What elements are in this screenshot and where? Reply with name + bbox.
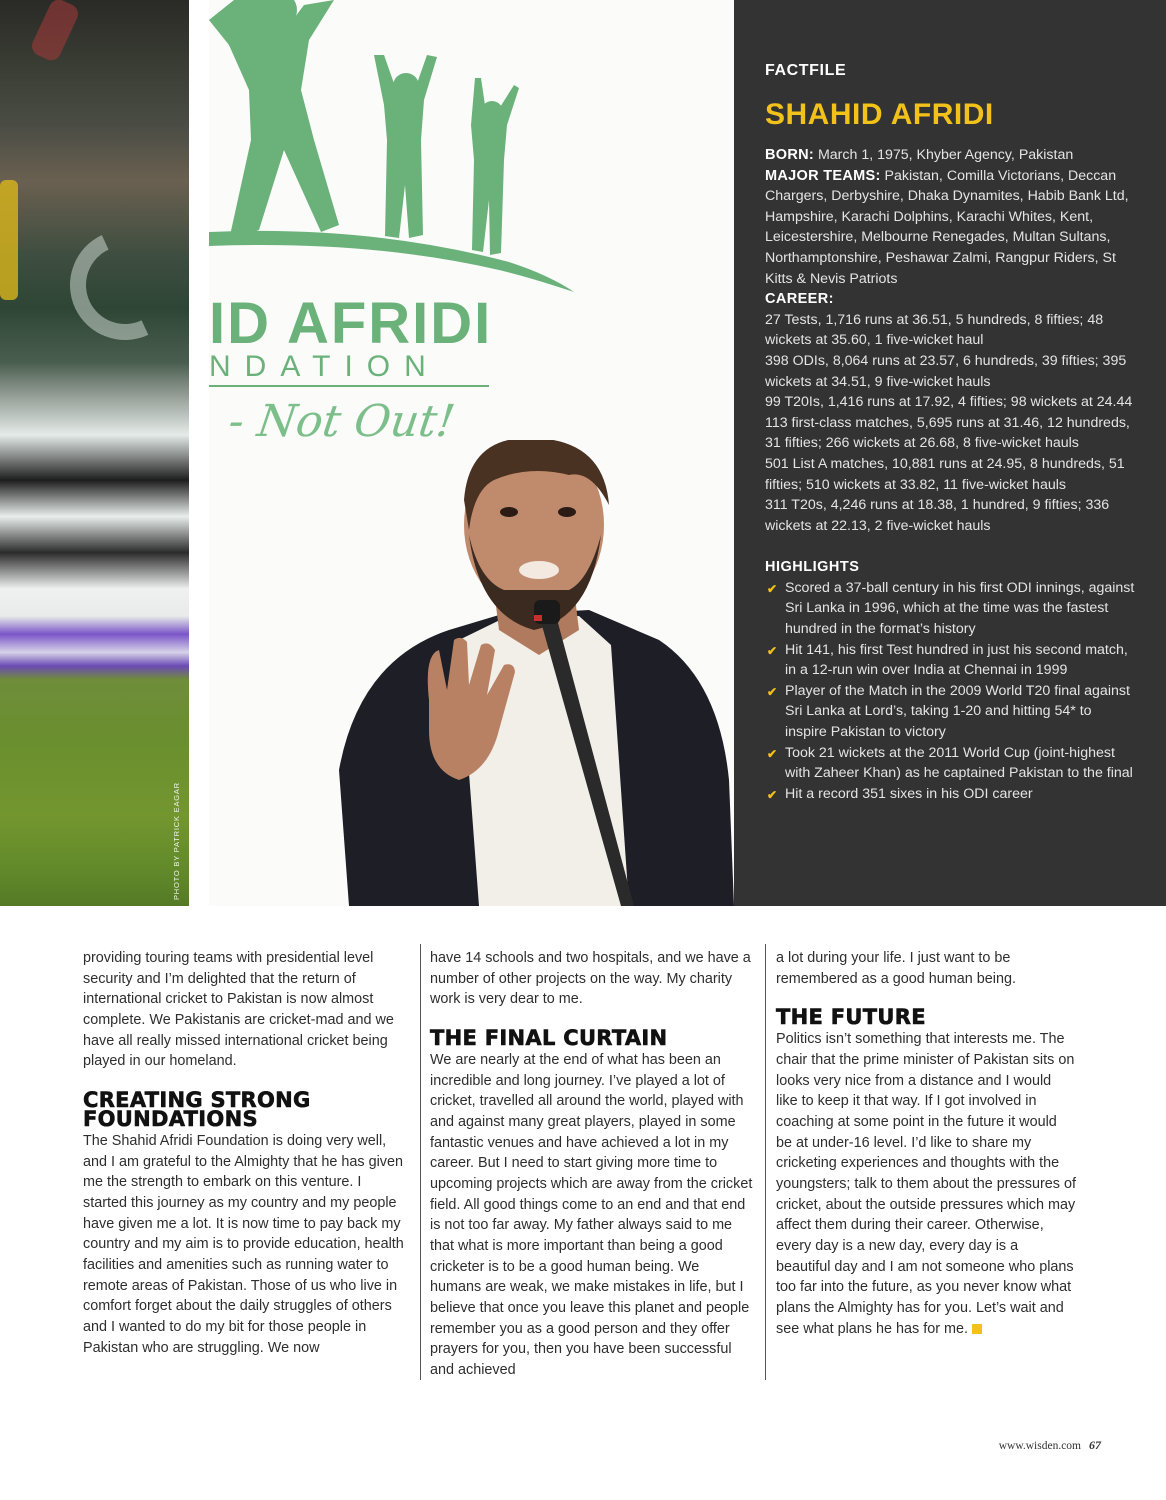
photo-detail	[29, 0, 82, 64]
check-icon: ✔	[767, 581, 778, 596]
paragraph: a lot during your life. I just want to be remembered as a good human being.	[776, 950, 1016, 987]
column-divider	[765, 944, 766, 1380]
highlight-text: Took 21 wickets at the 2011 World Cup (joint-highest with Zaheer Khan) as he captained Pakistan to the final	[785, 744, 1133, 782]
paragraph: The Shahid Afridi Foundation is doing very well, and I am grateful to the Almighty that he has given me the strength to embark on this venture. I started this journey as my country and my people have given me a lot. It is now time to pay back my country and my aim is to provide education, health facilities and amenities such as running water to remote areas of Pakistan. Those of us who live in comfort forget about the daily struggles of others and I wanted to do my bit for those people in Pakistan who are struggling. We now	[83, 1132, 404, 1356]
paragraph-final	[776, 1029, 1076, 1339]
paragraph: have 14 schools and two hospitals, and we have a number of other projects on the way. My charity work is very dear to me.	[430, 950, 751, 1008]
crowd-photo	[0, 0, 189, 906]
check-icon: ✔	[767, 787, 778, 802]
highlight-item	[765, 784, 1136, 805]
teams-value: Pakistan, Comilla Victorians, Deccan Chargers, Derbyshire, Dhaka Dynamites, Habib Bank Ltd, Hampshire, Karachi Dolphins, Karachi Whites, Kent, Leicestershire, Melbourne Renegades, Multan Sultans, Northamptonshire, Peshawar Zalmi, Rangpur Riders, St Kitts & Nevis Patriots	[765, 167, 1129, 287]
factfile-kicker: FACTFILE	[765, 62, 847, 79]
article-column-1	[83, 948, 407, 1358]
check-icon: ✔	[767, 643, 778, 658]
teams-label: MAJOR TEAMS:	[765, 167, 881, 184]
highlight-item	[765, 578, 1136, 640]
article-body	[0, 906, 1166, 1500]
highlight-item	[765, 640, 1136, 681]
career-label: CAREER:	[765, 291, 834, 308]
page-number: 67	[1089, 1438, 1101, 1452]
born-value: March 1, 1975, Khyber Agency, Pakistan	[814, 147, 1074, 163]
career-stat-tests: 27 Tests, 1,716 runs at 36.51, 5 hundreds, 8 fifties; 48 wickets at 35.60, 1 five-wicket haul	[765, 311, 1104, 349]
career-stat-t20is: 99 T20Is, 1,416 runs at 17.92, 4 fifties; 98 wickets at 24.44	[765, 394, 1133, 411]
check-icon: ✔	[767, 746, 778, 761]
paragraph-text: Politics isn’t something that interests me. The chair that the prime minister of Pakistan sits on looks very nice from a distance and I would like to keep it that way. If I got involved in coaching at some point in the future it would be at under-16 level. I’d like to share my cricketing experiences and thoughts with the youngsters; talk to them about the pressures of cricket, about the outside pressures which may affect them during their career. Otherwise, every day is a new day, every day is a beautiful day and I am not someone who plans too far into the future, as you never know what plans the Almighty has for you. Let’s wait and see what plans he has for me.	[776, 1031, 1076, 1337]
speaker-figure	[329, 440, 734, 906]
check-icon: ✔	[767, 684, 778, 699]
highlight-text: Hit 141, his first Test hundred in just his second match, in a 12-run win over India at Chennai in 1999	[785, 641, 1128, 679]
section-heading: THE FINAL CURTAIN	[430, 1025, 668, 1050]
highlights-list	[765, 578, 1136, 805]
career-stat-odis: 398 ODIs, 8,064 runs at 23.57, 6 hundreds, 39 fifties; 395 wickets at 34.51, 9 five-wicket hauls	[765, 352, 1127, 390]
player-name: SHAHID AFRIDI	[765, 98, 994, 131]
section-heading: THE FUTURE	[776, 1005, 926, 1030]
article-column-3	[776, 948, 1076, 1339]
banner-text: ID AFRIDI	[209, 291, 493, 356]
paragraph: providing touring teams with presidential level security and I’m delighted that the return of international cricket to Pakistan is now almost complete. We Pakistanis are cricket-mad and we have all really missed international cricket being played in our homeland.	[83, 950, 394, 1070]
born-label: BORN:	[765, 147, 815, 163]
highlight-text: Hit a record 351 sixes in his ODI career	[785, 785, 1033, 802]
paragraph: We are nearly at the end of what has been an incredible and long journey. I’ve played a lot of cricket, travelled all around the world, played with and against many great players, played in some fantastic venues and have achieved a lot in my career. But I need to start giving more time to upcoming projects which are away from the cricket field. All good things come to an end and that end is not too far away. My father always said to me that what is more important than being a good cricketer is to be a good human being. We humans are weak, we make mistakes in life, but I believe that once you leave this planet and people remember you as a good person and they offer prayers for you, then you have been successful and achieved	[430, 1051, 753, 1378]
photo-credit: PHOTO BY PATRICK EAGAR	[172, 782, 181, 900]
banner-text: NDATION	[209, 350, 440, 383]
highlights-label: HIGHLIGHTS	[765, 559, 860, 576]
born-row	[765, 145, 1136, 166]
factfile-body	[765, 145, 1136, 804]
factfile-panel	[734, 0, 1166, 906]
highlight-text: Player of the Match in the 2009 World T20 final against Sri Lanka at Lord’s, taking 1-20 and hitting 54* to inspire Pakistan to victory	[785, 682, 1130, 741]
banner-slogan: - Not Out!	[225, 396, 458, 447]
gutter	[189, 0, 209, 906]
career-stat-list-a: 501 List A matches, 10,881 runs at 24.95, 8 hundreds, 51 fifties; 510 wickets at 33.82, 11 five-wicket hauls	[765, 455, 1125, 493]
highlight-item	[765, 681, 1136, 743]
article-column-2	[430, 948, 754, 1380]
photo-detail	[0, 180, 18, 300]
end-of-article-square-icon	[972, 1324, 982, 1334]
website-url: www.wisden.com	[998, 1440, 1081, 1452]
career-stat-first-class: 113 first-class matches, 5,695 runs at 31.46, 12 hundreds, 31 fifties; 266 wickets at 26.68, 8 five-wicket hauls	[765, 414, 1130, 452]
foundation-logo-figures-icon	[209, 0, 589, 300]
afridi-photo	[209, 0, 734, 906]
pakistan-flag-shape	[55, 215, 189, 356]
career-stat-t20s: 311 T20s, 4,246 runs at 18.38, 1 hundred, 9 fifties; 336 wickets at 22.13, 2 five-wicket hauls	[765, 497, 1110, 534]
column-divider	[420, 944, 421, 1380]
teams-row	[765, 166, 1136, 290]
highlight-text: Scored a 37-ball century in his first ODI innings, against Sri Lanka in 1996, which at the time was the fastest hundred in the format’s history	[785, 579, 1135, 638]
banner-underline	[209, 385, 489, 387]
page-footer	[999, 1438, 1101, 1453]
section-heading: CREATING STRONG FOUNDATIONS	[83, 1087, 311, 1131]
highlight-item	[765, 743, 1136, 784]
